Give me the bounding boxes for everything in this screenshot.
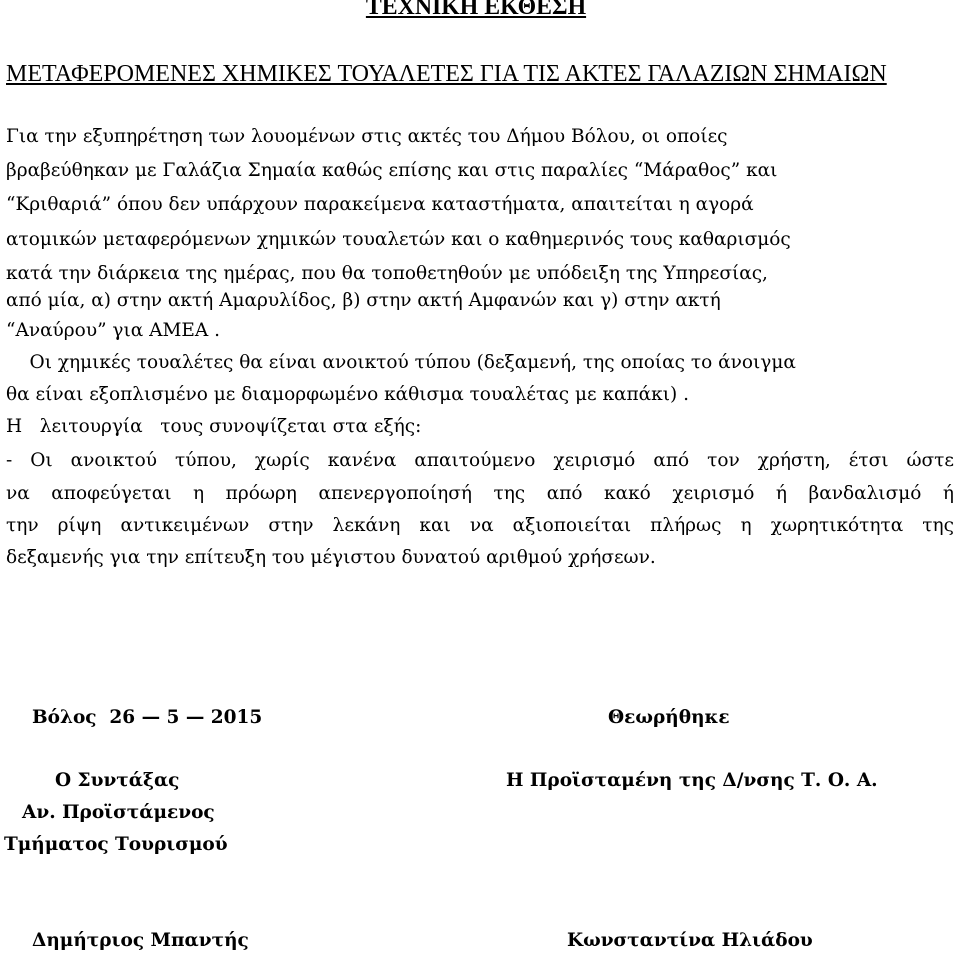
approver-role: Η Προϊσταμένη της Δ/νσης Τ. Ο. Α. [506, 770, 878, 791]
approver-name: Κωνσταντίνα Ηλιάδου [567, 930, 813, 951]
body-line-13: την ρίψη αντικειμένων στην λεκάνη και να αξιοποιείται πλήρως η χωρητικότητα της [6, 515, 954, 536]
body-line-1: Για την εξυπηρέτηση των λουομένων στις ακτές του Δήμου Βόλου, οι οποίες [6, 126, 728, 147]
body-line-4: ατομικών μεταφερόμενων χημικών τουαλετών και ο καθημερινός τους καθαρισμός [6, 229, 791, 250]
body-line-8: Οι χημικές τουαλέτες θα είναι ανοικτού τύπου (δεξαμενή, της οποίας το άνοιγμα [6, 352, 796, 373]
body-line-6: από μία, α) στην ακτή Αμαρυλίδος, β) στην ακτή Αμφανών και γ) στην ακτή [6, 290, 721, 311]
body-line-11: - Οι ανοικτού τύπου, χωρίς κανένα απαιτούμενο χειρισμό από τον χρήστη, έτσι ώστε [6, 450, 954, 471]
body-line-12: να αποφεύγεται η πρόωρη απενεργοποίησή της από κακό χειρισμό ή βανδαλισμό ή [6, 483, 954, 504]
author-title-1: Αν. Προϊστάμενος [22, 802, 215, 823]
document-subtitle: ΜΕΤΑΦΕΡΟΜΕΝΕΣ ΧΗΜΙΚΕΣ ΤΟΥΑΛΕΤΕΣ ΓΙΑ ΤΙΣ ΑΚΤΕΣ ΓΑΛΑΖΙΩΝ ΣΗΜΑΙΩΝ [6, 61, 887, 87]
author-name: Δημήτριος Μπαντής [32, 930, 249, 951]
body-line-10: Η λειτουργία τους συνοψίζεται στα εξής: [6, 416, 422, 437]
body-line-14: δεξαμενής για την επίτευξη του μέγιστου δυνατού αριθμού χρήσεων. [6, 547, 656, 568]
body-line-2: βραβεύθηκαν με Γαλάζια Σημαία καθώς επίσης και στις παραλίες “Μάραθος” και [6, 160, 778, 181]
body-line-5: κατά την διάρκεια της ημέρας, που θα τοποθετηθούν με υπόδειξη της Υπηρεσίας, [6, 263, 768, 284]
seen-label: Θεωρήθηκε [608, 707, 730, 728]
place-date: Βόλος 26 — 5 — 2015 [32, 707, 263, 728]
body-line-7: “Αναύρου” για ΑΜΕΑ . [6, 320, 221, 341]
author-role: Ο Συντάξας [55, 770, 180, 791]
author-title-2: Τμήματος Τουρισμού [4, 834, 228, 855]
document-title: ΤΕΧΝΙΚΗ ΕΚΘΕΣΗ [365, 0, 587, 20]
body-line-9: θα είναι εξοπλισμένο με διαμορφωμένο κάθισμα τουαλέτας με καπάκι) . [6, 384, 689, 405]
body-line-3: “Κριθαριά” όπου δεν υπάρχουν παρακείμενα καταστήματα, απαιτείται η αγορά [6, 194, 754, 215]
